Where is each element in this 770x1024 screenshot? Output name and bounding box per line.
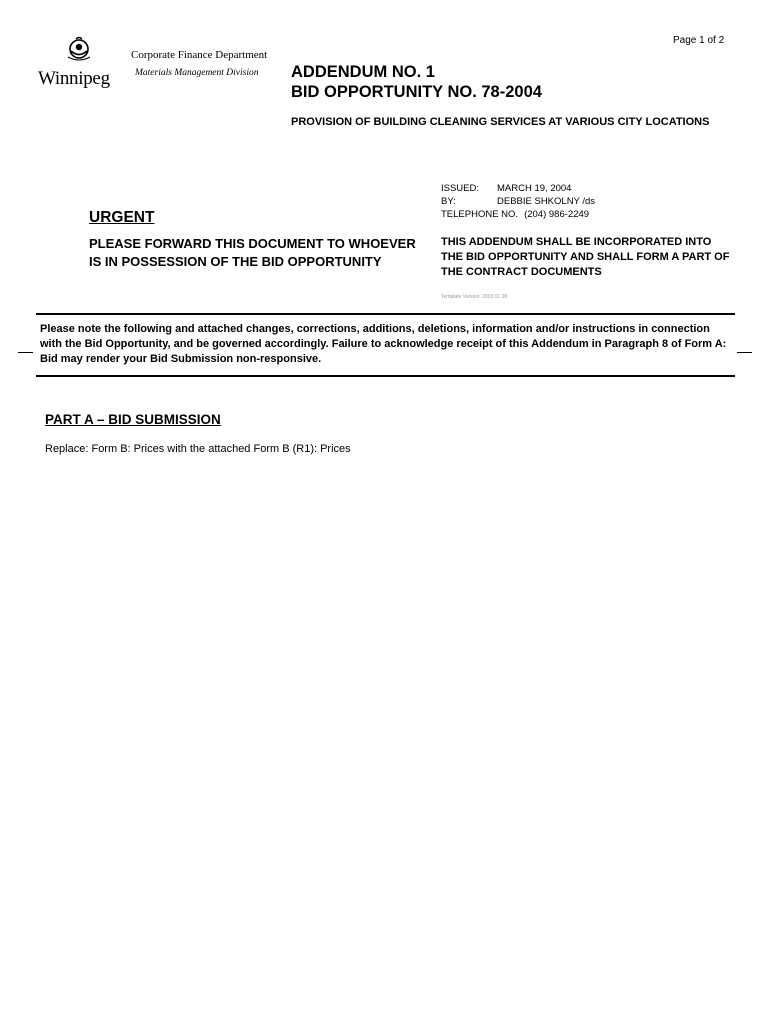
- division-name: Materials Management Division: [135, 68, 259, 78]
- addendum-title: [291, 62, 542, 102]
- addendum-number: ADDENDUM NO. 1: [291, 63, 435, 81]
- part-a-heading: PART A – BID SUBMISSION: [45, 412, 221, 427]
- page-number: Page 1 of 2: [673, 35, 725, 46]
- bid-opportunity-number: BID OPPORTUNITY NO. 78-2004: [291, 83, 542, 101]
- issued-date: MARCH 19, 2004: [497, 183, 572, 194]
- instructions-paragraph: Please note the following and attached changes, corrections, additions, deletions, information and/or instructions in connection with the Bid Opportunity, and be governed accordingly. Failure to acknowledge receipt of this Addendum in Paragraph 8 of Form A: Bid may render your Bid Submission non-responsive.: [40, 323, 727, 365]
- telephone-number: (204) 986-2249: [524, 209, 590, 220]
- right-margin-mark: [737, 352, 752, 353]
- issued-block: [441, 182, 595, 221]
- left-margin-mark: [18, 352, 33, 353]
- city-crest-icon: [66, 36, 92, 62]
- top-rule: [36, 313, 735, 315]
- telephone-label: TELEPHONE NO.: [441, 209, 519, 220]
- forward-notice: PLEASE FORWARD THIS DOCUMENT TO WHOEVER IS IN POSSESSION OF THE BID OPPORTUNITY: [89, 236, 416, 269]
- issued-label: ISSUED:: [441, 183, 480, 194]
- incorporate-notice: THIS ADDENDUM SHALL BE INCORPORATED INTO THE BID OPPORTUNITY AND SHALL FORM A PART OF THE CONTRACT DOCUMENTS: [441, 236, 730, 278]
- replace-instruction: Replace: Form B: Prices with the attached Form B (R1): Prices: [45, 443, 351, 455]
- issued-by: DEBBIE SHKOLNY /ds: [497, 196, 596, 207]
- by-label: BY:: [441, 196, 456, 207]
- bottom-rule: [36, 375, 735, 377]
- department-name: Corporate Finance Department: [131, 49, 268, 61]
- template-version: Template Version: 2003 01 08: [441, 294, 508, 300]
- winnipeg-logo: [38, 36, 122, 98]
- urgent-heading: URGENT: [89, 209, 155, 226]
- bid-subject: PROVISION OF BUILDING CLEANING SERVICES AT VARIOUS CITY LOCATIONS: [291, 116, 710, 128]
- logo-wordmark: Winnipeg: [38, 68, 110, 89]
